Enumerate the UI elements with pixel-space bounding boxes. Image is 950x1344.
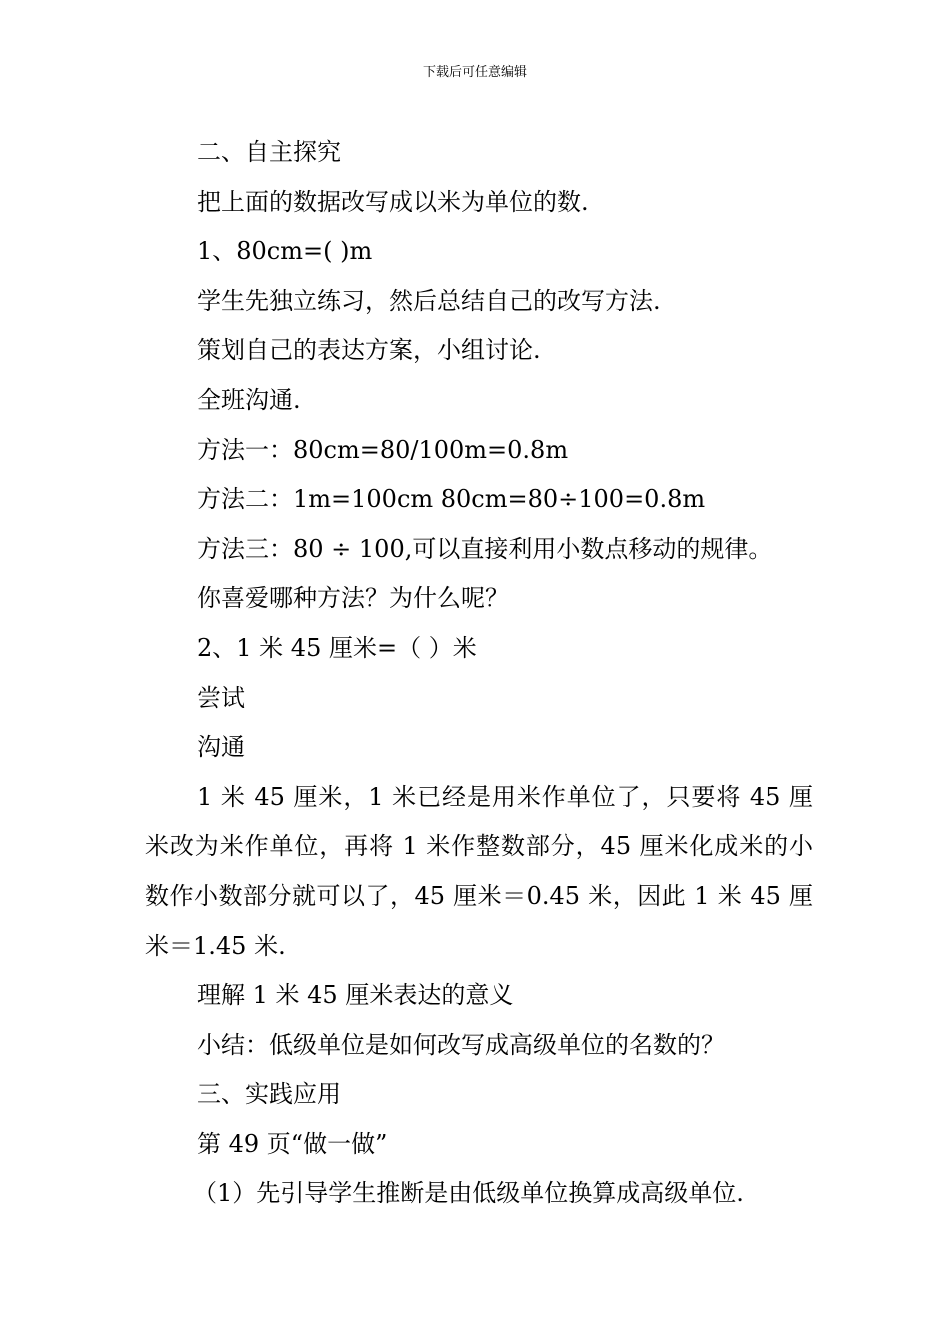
summary-line: 小结：低级单位是如何改写成高级单位的名数的？ xyxy=(197,1030,725,1059)
text-line: 第 49 页“做一做” xyxy=(197,1129,388,1158)
document-body xyxy=(145,128,813,1219)
method-one: 方法一：80cm=80/100m=0.8m xyxy=(197,435,569,464)
section-heading-practice: 三、实践应用 xyxy=(197,1080,341,1109)
text-line: 理解 1 米 45 厘米表达的意义 xyxy=(197,981,514,1010)
text-line: 全班沟通. xyxy=(197,385,301,414)
text-line: 学生先独立练习，然后总结自己的改写方法. xyxy=(197,286,661,315)
exercise-2: 2、1 米 45 厘米=（ ）米 xyxy=(197,633,477,662)
section-heading-explore: 二、自主探究 xyxy=(197,138,341,166)
explanation-paragraph: 1 米 45 厘米，1 米已经是用米作单位了，只要将 45 厘米改为米作单位，再将 1 米作整数部分，45 厘米化成米的小数作小数部分就可以了，45 厘米＝0.45 米，因此 1 米 45 厘米＝1.45 米. xyxy=(145,782,813,960)
page-header: 下载后可任意编辑 xyxy=(422,65,527,80)
text-line: 尝试 xyxy=(197,683,245,712)
text-line: 你喜爱哪种方法？为什么呢？ xyxy=(197,584,509,613)
method-three: 方法三：80 ÷ 100,可以直接利用小数点移动的规律。 xyxy=(197,534,773,563)
text-line: 把上面的数据改写成以米为单位的数. xyxy=(197,187,589,216)
method-two: 方法二：1m=100cm 80cm=80÷100=0.8m xyxy=(197,485,706,514)
text-line: 沟通 xyxy=(197,733,245,762)
text-line: 策划自己的表达方案，小组讨论. xyxy=(197,336,541,365)
exercise-1: 1、80cm=( )m xyxy=(197,237,373,266)
text-line: （1）先引导学生推断是由低级单位换算成高级单位. xyxy=(193,1179,744,1208)
